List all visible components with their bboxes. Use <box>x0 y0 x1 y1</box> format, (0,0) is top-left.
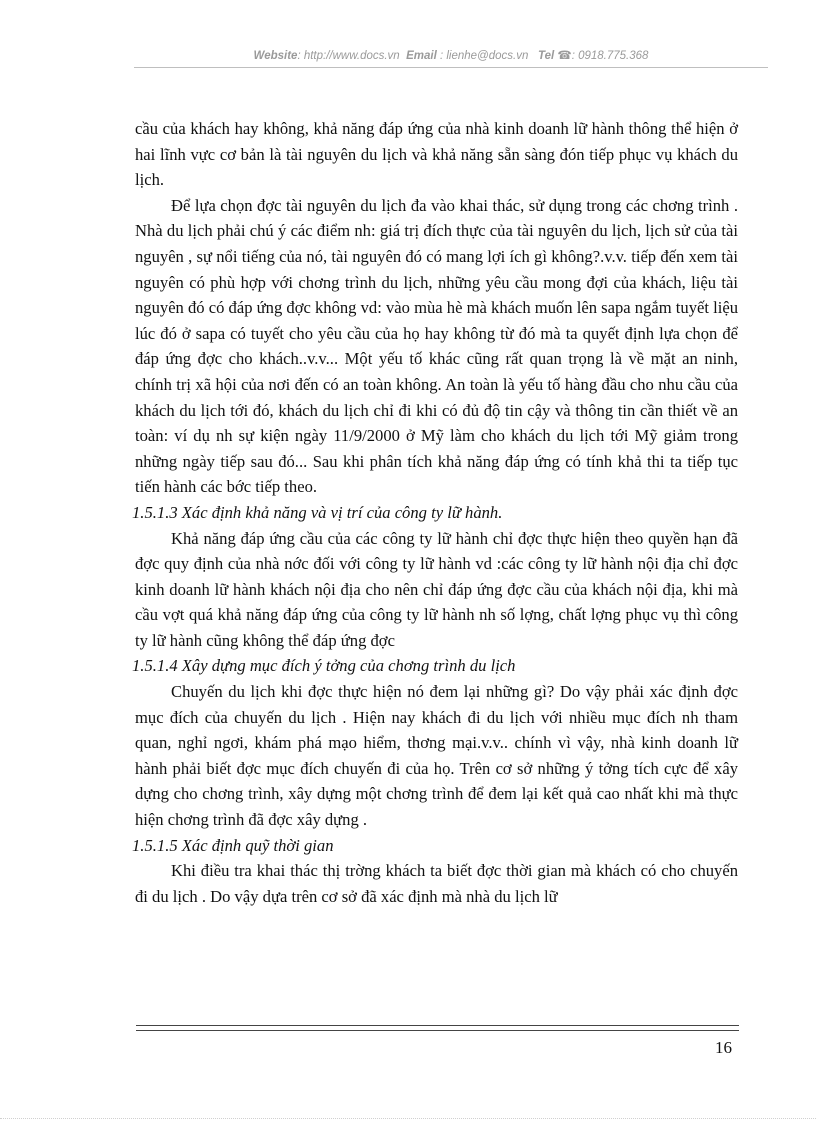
paragraph-2: Để lựa chọn đợc tài nguyên du lịch đa vào khai thác, sử dụng trong các chơng trình . Nhà du lịch phải chú ý các điểm nh: giá trị đích thực của tài nguyên du lịch, lịch sử của tài nguyên , sự nổi tiếng của nó, tài nguyên đó có mang lợi ích gì không?.v.v. tiếp đến xem tài nguyên có phù hợp với chơng trình du lịch, những yêu cầu mong đợi của khách, liệu tài nguyên đó có đáp ứng đợc không vd: vào mùa hè mà khách muốn lên sapa ngắm tuyết liệu lúc đó ở sapa có tuyết cho yêu cầu của họ hay không từ đó mà ta quyết định lựa chọn để đáp ứng đợc cho khách..v.v... Một yếu tố khác cũng rất quan trọng là về mặt an ninh, chính trị xã hội của nơi đến có an toàn không. An toàn là yếu tố hàng đầu cho nhu cầu của khách du lịch tới đó, khách du lịch chỉ đi khi có đủ độ tin cậy và thông tin cần thiết về an toàn: ví dụ nh sự kiện ngày 11/9/2000 ở Mỹ làm cho khách du lịch tới Mỹ giảm trong những ngày tiếp sau đó... Sau khi phân tích khả năng đáp ứng có tính khả thi ta tiếp tục tiến hành các bớc tiếp theo. <box>135 195 739 497</box>
tel-label: Tel ☎ <box>537 50 572 62</box>
footer-rule-thin <box>136 1030 739 1031</box>
section-heading-1-5-1-5: 1.5.1.5 Xác định quỹ thời gian <box>132 835 334 855</box>
section-heading-1-5-1-4: 1.5.1.4 Xây dựng mục đích ý tởng của chơng trình du lịch <box>132 656 516 676</box>
page-header <box>134 48 768 62</box>
document-body <box>132 116 739 909</box>
page-bottom-dotted-border <box>0 1118 816 1119</box>
website-label: Website <box>253 50 298 62</box>
section-heading-1-5-1-3: 1.5.1.3 Xác định khả năng và vị trí của công ty lữ hành. <box>132 502 503 522</box>
email-label: Email <box>406 50 437 62</box>
paragraph-3: Khả năng đáp ứng cầu của các công ty lữ hành chỉ đợc thực hiện theo quyền hạn đã đợc quy định của nhà nớc đối với công ty lữ hành vd :các công ty lữ hành nội địa chỉ đợc kinh doanh lữ hành khách nội địa cho nên chỉ đáp ứng đợc cầu của khách nội địa, khi mà cầu vợt quá khả năng đáp ứng của công ty lữ hành nh số lợng, chất lợng phục vụ thì công ty lữ hành cũng không thể đáp ứng đợc <box>135 528 738 650</box>
website-value: : http://www.docs.vn <box>297 50 400 62</box>
paragraph-4: Chuyến du lịch khi đợc thực hiện nó đem lại những gì? Do vậy phải xác định đợc mục đích của chuyến du lịch . Hiện nay khách đi du lịch với nhiều mục đích nh tham quan, nghỉ ngơi, khám phá mạo hiểm, thơng mại.v.v.. chính vì vậy, nhà kinh doanh lữ hành phải biết đợc mục đích chuyến đi của họ. Trên cơ sở những ý tởng tích cực để xây dựng cho chơng trình, xây dựng một chơng trình để đem lại kết quả cao nhất khi mà thực hiện chơng trình đã đợc xây dựng . <box>135 682 738 830</box>
paragraph-5: Khi điều tra khai thác thị trờng khách ta biết đợc thời gian mà khách có cho chuyến đi du lịch . Do vậy dựa trên cơ sở đã xác định mà nhà du lịch lữ <box>135 861 738 906</box>
page-number: 16 <box>715 1038 732 1057</box>
header-rule <box>134 67 768 68</box>
paragraph-1: cầu của khách hay không, khả năng đáp ứng của nhà kinh doanh lữ hành thông thể hiện ở hai lĩnh vực cơ bản là tài nguyên du lịch và khả năng sẵn sàng đón tiếp phục vụ khách du lịch. <box>135 119 738 190</box>
email-value: : lienhe@docs.vn <box>436 50 529 62</box>
footer-rule-thick <box>136 1025 739 1026</box>
tel-value: : 0918.775.368 <box>571 50 649 62</box>
